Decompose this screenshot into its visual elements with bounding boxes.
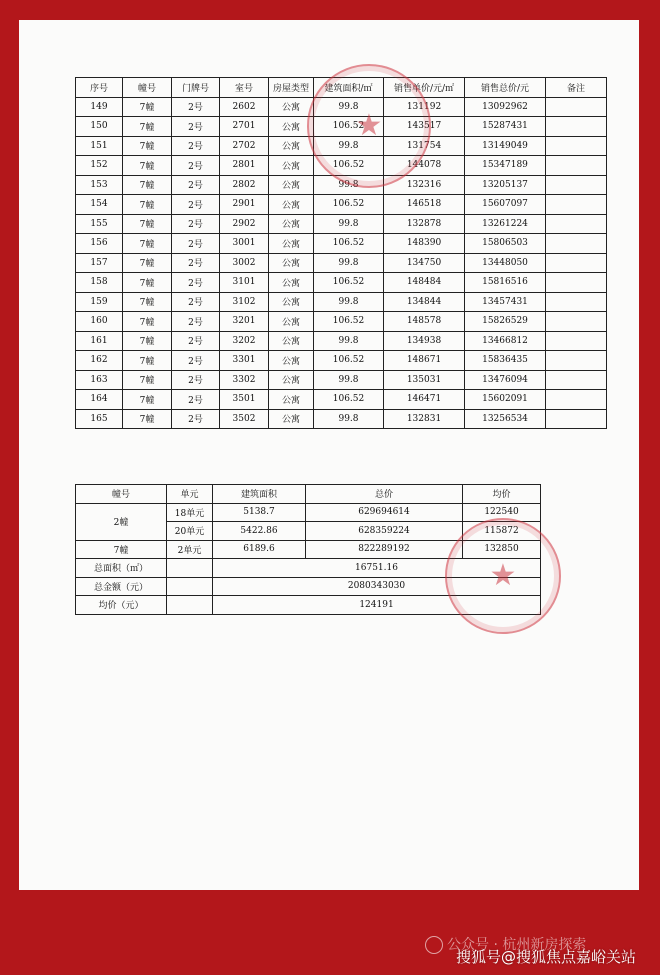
table-cell: 2号 [172,117,220,137]
table-cell: 2号 [172,370,220,390]
table-cell: 公寓 [269,195,314,215]
table-cell: 公寓 [269,273,314,293]
table-cell [546,234,607,254]
table-cell: 148390 [384,234,465,254]
table-cell: 99.8 [314,253,384,273]
table-cell: 2702 [220,136,269,156]
total-cell: 629694614 [306,503,463,522]
table-cell: 3201 [220,312,269,332]
table-cell: 99.8 [314,97,384,117]
table-cell: 3002 [220,253,269,273]
table-cell: 156 [76,234,123,254]
table-cell: 公寓 [269,390,314,410]
avg-cell: 115872 [463,522,541,541]
table-cell: 3102 [220,292,269,312]
table-cell: 3302 [220,370,269,390]
table-cell: 公寓 [269,331,314,351]
table-cell: 131192 [384,97,465,117]
total-amount-value: 2080343030 [213,577,541,596]
avg-cell: 132850 [463,540,541,559]
table-cell [546,409,607,429]
table-cell: 13476094 [465,370,546,390]
table-cell: 7幢 [123,331,172,351]
table-cell: 2901 [220,195,269,215]
document-page [19,20,639,890]
table-cell: 161 [76,331,123,351]
table-cell: 106.52 [314,156,384,176]
table-cell: 2号 [172,351,220,371]
table-cell: 154 [76,195,123,215]
total-cell: 822289192 [306,540,463,559]
col-header: 序号 [76,78,123,98]
table-cell: 146471 [384,390,465,410]
table-row [76,390,607,410]
watermark-account: 公众号 · 杭州新房探索 [447,937,587,953]
empty-cell [167,596,213,615]
table-cell [546,312,607,332]
col-header: 备注 [546,78,607,98]
table-cell: 15836435 [465,351,546,371]
table-cell: 2号 [172,136,220,156]
table-cell: 150 [76,117,123,137]
table-cell: 144078 [384,156,465,176]
table-cell: 149 [76,97,123,117]
table-cell: 公寓 [269,312,314,332]
official-seal-stamp [445,518,561,634]
table-cell [546,97,607,117]
table-row [76,351,607,371]
col-header: 总价 [306,485,463,504]
table-cell: 公寓 [269,117,314,137]
table-cell: 3001 [220,234,269,254]
table-row [76,273,607,293]
table-cell: 公寓 [269,409,314,429]
col-header: 销售单价/元/㎡ [384,78,465,98]
table-cell: 15816516 [465,273,546,293]
table-cell: 13205137 [465,175,546,195]
table-row [76,195,607,215]
table-cell: 106.52 [314,312,384,332]
col-header: 房屋类型 [269,78,314,98]
table-cell: 15287431 [465,117,546,137]
table-cell: 7幢 [123,214,172,234]
table-cell: 7幢 [123,136,172,156]
table-cell: 7幢 [123,273,172,293]
table-cell: 148671 [384,351,465,371]
table-cell: 2号 [172,156,220,176]
table-cell: 159 [76,292,123,312]
table-cell: 15602091 [465,390,546,410]
table-cell: 3502 [220,409,269,429]
table-cell: 公寓 [269,175,314,195]
table-cell: 148484 [384,273,465,293]
table-row [76,234,607,254]
table-cell: 2号 [172,214,220,234]
table-cell: 2602 [220,97,269,117]
table-cell: 106.52 [314,117,384,137]
table-cell: 146518 [384,195,465,215]
table-cell: 7幢 [123,253,172,273]
table-cell: 7幢 [123,156,172,176]
table-cell: 2号 [172,331,220,351]
table-cell: 公寓 [269,97,314,117]
table-cell: 15347189 [465,156,546,176]
table-cell: 165 [76,409,123,429]
table-cell [546,273,607,293]
table-cell: 131754 [384,136,465,156]
table-cell: 2号 [172,175,220,195]
total-area-value: 16751.16 [213,559,541,578]
table-cell [546,370,607,390]
avg-cell: 122540 [463,503,541,522]
table-cell: 7幢 [123,351,172,371]
table-cell [546,390,607,410]
table-cell: 3301 [220,351,269,371]
table-cell: 2号 [172,97,220,117]
table-row [76,214,607,234]
col-header: 室号 [220,78,269,98]
table-cell: 143517 [384,117,465,137]
table-cell: 2号 [172,253,220,273]
table-cell: 2801 [220,156,269,176]
table-cell: 106.52 [314,273,384,293]
table-cell: 13457431 [465,292,546,312]
table-cell: 7幢 [123,175,172,195]
col-header: 均价 [463,485,541,504]
table-cell: 148578 [384,312,465,332]
table-row [76,370,607,390]
table-cell: 132831 [384,409,465,429]
table-cell [546,351,607,371]
table-cell: 134938 [384,331,465,351]
col-header: 销售总价/元 [465,78,546,98]
table-cell: 7幢 [123,370,172,390]
table-cell [546,292,607,312]
table-cell: 公寓 [269,351,314,371]
table-cell: 155 [76,214,123,234]
table-cell: 134750 [384,253,465,273]
table-cell: 106.52 [314,351,384,371]
table-cell: 152 [76,156,123,176]
unit-cell: 18单元 [167,503,213,522]
table-cell: 164 [76,390,123,410]
table-cell: 106.52 [314,195,384,215]
table-cell: 151 [76,136,123,156]
table-cell: 15607097 [465,195,546,215]
empty-cell [167,577,213,596]
table-cell: 160 [76,312,123,332]
avg-price-label: 均价（元） [76,596,167,615]
table-cell: 99.8 [314,214,384,234]
table-cell [546,117,607,137]
table-cell: 2902 [220,214,269,234]
table-cell: 3202 [220,331,269,351]
table-cell: 153 [76,175,123,195]
table-cell: 99.8 [314,136,384,156]
total-area-label: 总面积（㎡） [76,559,167,578]
table-cell: 2802 [220,175,269,195]
table-cell: 134844 [384,292,465,312]
star-icon: ★ [489,558,517,593]
total-amount-label: 总金额（元） [76,577,167,596]
area-cell: 5138.7 [213,503,306,522]
table-cell: 99.8 [314,409,384,429]
table-cell: 106.52 [314,390,384,410]
table-cell [546,136,607,156]
table-cell: 99.8 [314,370,384,390]
total-cell: 628359224 [306,522,463,541]
table-cell: 公寓 [269,214,314,234]
table-cell: 7幢 [123,97,172,117]
table-cell: 公寓 [269,136,314,156]
table-cell: 99.8 [314,331,384,351]
table-cell: 135031 [384,370,465,390]
table-cell: 7幢 [123,234,172,254]
col-header: 门牌号 [172,78,220,98]
table-cell: 99.8 [314,292,384,312]
table-cell: 公寓 [269,234,314,254]
col-header: 幢号 [123,78,172,98]
table-cell: 7幢 [123,292,172,312]
empty-cell [167,559,213,578]
table-cell: 2号 [172,292,220,312]
table-cell: 13261224 [465,214,546,234]
table-cell: 13448050 [465,253,546,273]
table-cell: 158 [76,273,123,293]
table-cell: 157 [76,253,123,273]
table-cell: 2号 [172,312,220,332]
table-cell: 3501 [220,390,269,410]
table-cell: 3101 [220,273,269,293]
table-cell: 106.52 [314,234,384,254]
table-cell [546,156,607,176]
table-row [76,331,607,351]
table-cell: 15806503 [465,234,546,254]
wechat-icon [425,936,443,954]
col-header: 建筑面积 [213,485,306,504]
table-cell [546,175,607,195]
table-cell: 163 [76,370,123,390]
table-cell [546,214,607,234]
table-cell: 162 [76,351,123,371]
summary-header-row [76,485,541,504]
area-cell: 5422.86 [213,522,306,541]
table-cell: 公寓 [269,292,314,312]
table-cell: 7幢 [123,390,172,410]
table-cell: 7幢 [123,312,172,332]
table-cell: 2701 [220,117,269,137]
table-row [76,312,607,332]
table-cell: 2号 [172,195,220,215]
table-row [76,409,607,429]
table-cell: 公寓 [269,253,314,273]
unit-cell: 2单元 [167,540,213,559]
table-cell: 2号 [172,390,220,410]
area-cell: 6189.6 [213,540,306,559]
table-cell: 132878 [384,214,465,234]
table-cell: 公寓 [269,370,314,390]
table-cell: 99.8 [314,175,384,195]
table-cell: 13466812 [465,331,546,351]
table-cell: 2号 [172,409,220,429]
table-row [76,292,607,312]
table-cell: 7幢 [123,117,172,137]
table-cell: 13092962 [465,97,546,117]
building-cell: 7幢 [76,540,167,559]
building-cell: 2幢 [76,503,167,540]
summary-row [76,503,541,522]
star-icon: ★ [355,108,383,143]
unit-cell: 20单元 [167,522,213,541]
table-cell [546,195,607,215]
table-cell [546,331,607,351]
table-cell: 2号 [172,273,220,293]
col-header: 幢号 [76,485,167,504]
table-cell: 132316 [384,175,465,195]
col-header: 单元 [167,485,213,504]
sohu-watermark: 搜狐号@搜狐焦点嘉峪关站 [456,948,637,966]
avg-price-value: 124191 [213,596,541,615]
col-header: 建筑面积/㎡ [314,78,384,98]
table-cell: 2号 [172,234,220,254]
table-cell: 13256534 [465,409,546,429]
table-cell [546,253,607,273]
table-cell: 7幢 [123,195,172,215]
table-cell: 公寓 [269,156,314,176]
official-seal-stamp [307,64,431,188]
table-cell: 15826529 [465,312,546,332]
table-row [76,253,607,273]
table-cell: 13149049 [465,136,546,156]
table-cell: 7幢 [123,409,172,429]
